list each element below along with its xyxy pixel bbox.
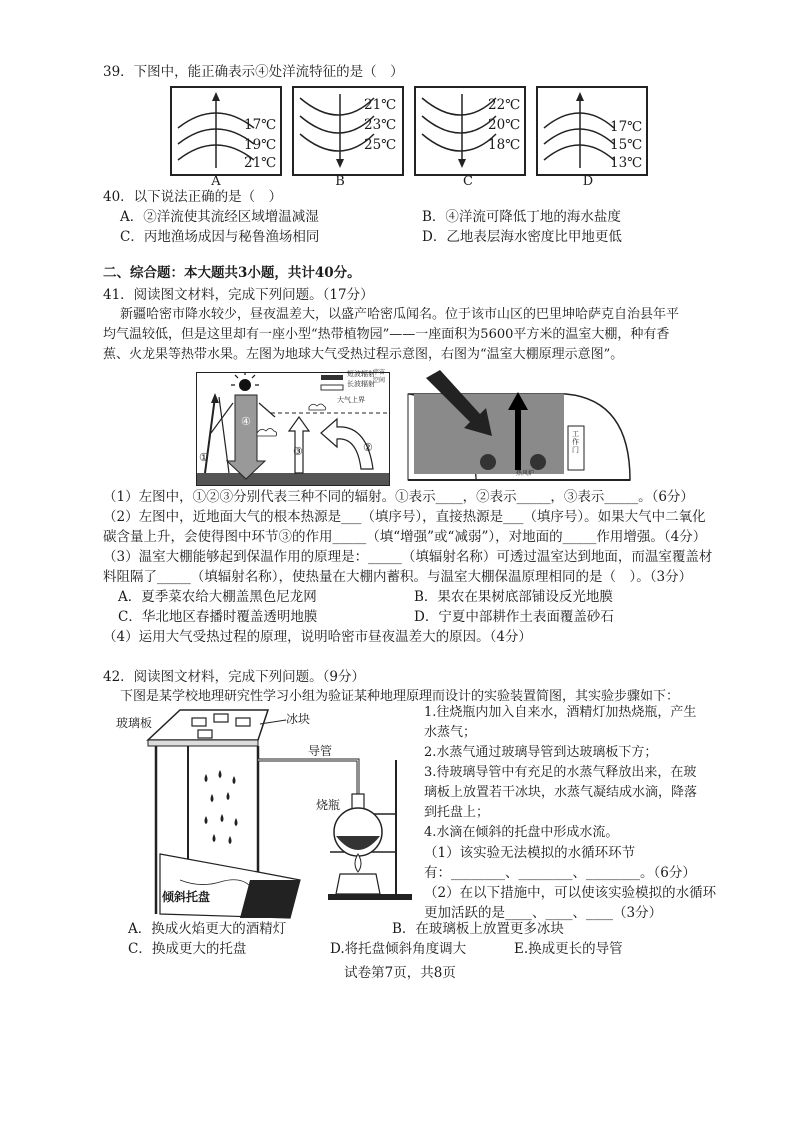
q39-panel-a xyxy=(170,86,282,176)
heater-label: 热风炉 xyxy=(516,470,535,477)
q42-option-a: A．换成火焰更大的酒精灯 xyxy=(128,921,287,937)
temp-label: 15℃ xyxy=(610,137,643,153)
atmosphere-heating-diagram xyxy=(196,369,390,486)
legend-longwave: 长波辐射 xyxy=(347,380,375,388)
tray-label: 倾斜托盘 xyxy=(162,890,211,904)
q41-option-d: D．宁夏中部耕作土表面覆盖砂石 xyxy=(414,609,614,625)
q42-step: 到托盘上； xyxy=(424,805,490,820)
temp-label: 20℃ xyxy=(488,117,521,133)
q42-option-c: C．换成更大的托盘 xyxy=(128,941,247,957)
q39-title: 39．下图中，能正确表示④处洋流特征的是（ ） xyxy=(103,64,404,80)
q42-intro: 下图是某学校地理研究性学习小组为验证某种地理原理而设计的实验装置简图，其实验步骤如下： xyxy=(120,689,680,704)
q41-sub2b: 碳含量上升，会使得图中环节③的作用_____（填“增强”或“减弱”），对地面的_____作用增强。（4分） xyxy=(103,529,707,545)
q40-option-a: A．②洋流使其流经区域增温减湿 xyxy=(120,209,319,225)
greenhouse-diagram xyxy=(406,370,632,484)
q41-title: 41．阅读图文材料，完成下列问题。（17分） xyxy=(103,287,374,303)
flask-label: 烧瓶 xyxy=(316,798,341,812)
q41-material-line: 蕉、火龙果等热带水果。左图为地球大气受热过程示意图，右图为“温室大棚原理示意图”。 xyxy=(103,347,624,362)
section-heading: 二、综合题：本大题共3小题，共计40分。 xyxy=(103,265,361,281)
q42-title: 42．阅读图文材料，完成下列问题。（9分） xyxy=(103,669,366,685)
q42-option-d: D.将托盘倾斜角度调大 xyxy=(330,941,467,957)
q42-step: 璃板上放置若干冰块，水蒸气凝结成水滴，降落 xyxy=(424,785,698,800)
q41-sub3b: 料阻隔了_____（填辐射名称），使热量在大棚内蓄积。与温室大棚保温原理相同的是（ ）。（3分） xyxy=(103,569,693,585)
temp-label: 19℃ xyxy=(244,137,277,153)
temp-label: 13℃ xyxy=(610,155,643,171)
q41-material-line: 新疆哈密市降水较少，昼夜温差大，以盛产哈密瓜闻名。位于该市山区的巴里坤哈萨克自治县年平 xyxy=(120,307,680,322)
q42-step: 2.水蒸气通过玻璃导管到达玻璃板下方； xyxy=(424,745,658,760)
glass-label: 玻璃板 xyxy=(116,716,153,730)
q39-panel-c xyxy=(414,86,526,176)
q41-option-c: C．华北地区春播时覆盖透明地膜 xyxy=(118,609,318,625)
temp-label: 17℃ xyxy=(244,117,277,133)
temp-label: 23℃ xyxy=(364,117,397,133)
q39-panel-b xyxy=(292,86,404,176)
q41-sub3: （3）温室大棚能够起到保温作用的原理是：_____（填辐射名称）可透过温室达到地面，而温室覆盖材 xyxy=(103,549,713,565)
label-3: ③ xyxy=(293,445,303,458)
temp-label: 17℃ xyxy=(610,119,643,135)
q41-option-b: B．果农在果树底部铺设反光地膜 xyxy=(414,589,613,605)
atmosphere-top-label: 大气上界 xyxy=(337,396,365,404)
q40-option-b: B．④洋流可降低丁地的海水盐度 xyxy=(422,209,621,225)
temp-label: 22℃ xyxy=(488,97,521,113)
label-1: ① xyxy=(199,451,209,464)
q39-panel-d xyxy=(536,86,648,176)
q40-title: 40．以下说法正确的是（ ） xyxy=(103,189,283,205)
experiment-diagram xyxy=(116,704,420,924)
legend-space: 宇宙空间 xyxy=(373,369,386,384)
q42-sub1b: 有：________、________、________。（6分） xyxy=(424,865,696,881)
q41-sub2: （2）左图中，近地面大气的根本热源是___（填序号），直接热源是___（填序号）。如果大气中二氧化 xyxy=(103,509,706,525)
temp-label: 21℃ xyxy=(364,97,397,113)
legend-shortwave: 短波辐射 xyxy=(347,370,375,378)
label-4: ④ xyxy=(241,415,251,428)
q42-step: 水蒸气； xyxy=(424,725,477,740)
q42-step: 4.水滴在倾斜的托盘中形成水流。 xyxy=(424,825,619,840)
label-2: ② xyxy=(363,441,373,454)
page-footer: 试卷第7页，共8页 xyxy=(344,965,456,981)
q42-option-e: E.换成更长的导管 xyxy=(514,941,623,957)
q42-sub1: （1）该实验无法模拟的水循环环节 xyxy=(424,845,636,861)
temp-label: 18℃ xyxy=(488,137,521,153)
panel-label-d: D xyxy=(582,174,594,189)
q42-sub2: （2）在以下措施中，可以使该实验模拟的水循环 xyxy=(424,885,717,901)
q41-sub4: （4）运用大气受热过程的原理，说明哈密市昼夜温差大的原因。（4分） xyxy=(103,629,532,645)
q42-sub2b: 更加活跃的是____、____、____（3分） xyxy=(424,905,663,921)
door-label: 工作门 xyxy=(572,430,579,454)
q41-material-line: 均气温较低，但是这里却有一座小型“热带植物园”——一座面积为5600平方米的温室大棚，种有香 xyxy=(103,327,670,342)
q42-step: 3.待玻璃导管中有充足的水蒸气释放出来，在玻 xyxy=(424,765,697,780)
ice-label: 冰块 xyxy=(286,712,311,726)
q42-option-b: B．在玻璃板上放置更多冰块 xyxy=(392,921,564,937)
panel-label-b: B xyxy=(335,174,345,189)
q40-option-c: C．丙地渔场成因与秘鲁渔场相同 xyxy=(120,229,320,245)
panel-label-c: C xyxy=(463,174,473,189)
q41-option-a: A．夏季菜农给大棚盖黑色尼龙网 xyxy=(118,589,317,605)
temp-label: 25℃ xyxy=(364,137,397,153)
panel-label-a: A xyxy=(211,174,221,189)
pipe-label: 导管 xyxy=(308,744,333,758)
temp-label: 21℃ xyxy=(244,155,277,171)
q42-step: 1.往烧瓶内加入自来水，酒精灯加热烧瓶，产生 xyxy=(424,705,697,720)
q41-sub1: （1）左图中，①②③分别代表三种不同的辐射。①表示____，②表示_____，③表示_____。（6分） xyxy=(103,489,694,505)
q40-option-d: D．乙地表层海水密度比甲地更低 xyxy=(422,229,622,245)
